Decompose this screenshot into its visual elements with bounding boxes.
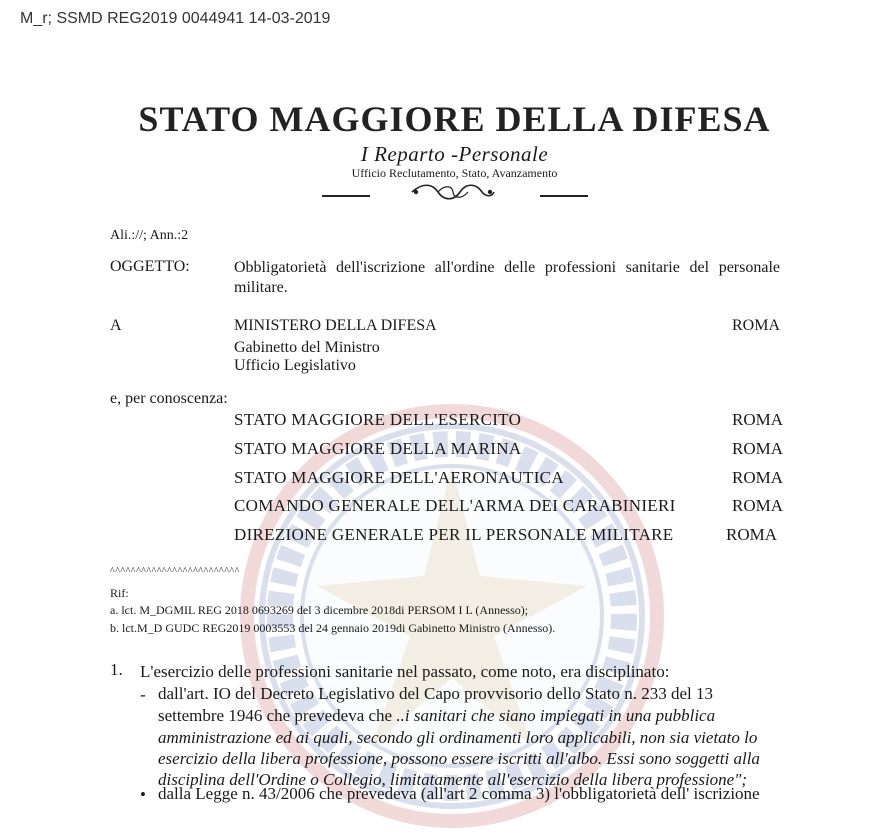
cc-city: ROMA (732, 410, 784, 429)
cc-city: ROMA (726, 525, 778, 544)
references-label: Rif: (110, 586, 129, 600)
letterhead-title: STATO MAGGIORE DELLA DIFESA (138, 99, 771, 139)
cc-city: ROMA (732, 468, 784, 487)
cc-city: ROMA (732, 439, 784, 458)
cc-recipient: STATO MAGGIORE DELLA MARINA (234, 439, 522, 458)
body-line: dalla Legge n. 43/2006 che prevedeva (all'art 2 comma 3) l'obbligatorietà dell' iscrizione (158, 784, 760, 803)
cc-recipient: STATO MAGGIORE DELL'AERONAUTICA (234, 468, 564, 487)
recipient-line: Ufficio Legislativo (234, 357, 356, 374)
body-line-quote: esercizio della libera professione, possono essere iscritti all'albo. Essi sono soggetti alla (158, 749, 760, 768)
allegati-annessi: Ali.://; Ann.:2 (110, 228, 189, 243)
body-line (158, 706, 715, 726)
divider-right (540, 195, 588, 197)
recipient-line: MINISTERO DELLA DIFESA (234, 317, 437, 334)
bullet-dot: • (140, 785, 146, 804)
body-line-quote: disciplina dell'Ordine o Collegio, limitatamente all'esercizio della libera professione"; (158, 770, 748, 789)
recipient-line: Gabinetto del Ministro (234, 339, 380, 356)
cc-city: ROMA (732, 496, 784, 515)
separator-line: ^^^^^^^^^^^^^^^^^^^^^^^^^ (110, 566, 240, 577)
body-line-quote: ..i sanitari che siano impiegati in una pubblica (396, 706, 716, 725)
cc-recipient: DIREZIONE GENERALE PER IL PERSONALE MILITARE (234, 525, 674, 544)
recipient-label: A (110, 317, 122, 334)
bullet-dash: - (140, 685, 146, 704)
cc-recipient: COMANDO GENERALE DELL'ARMA DEI CARABINIERI (234, 496, 676, 515)
divider-left (322, 195, 370, 197)
reference-item: b. lct.M_D GUDC REG2019 0003553 del 24 gennaio 2019di Gabinetto Ministro (Annesso). (110, 621, 556, 635)
letterhead-subtitle: I Reparto -Personale (360, 142, 549, 166)
reference-item: a. lct. M_DGMIL REG 2018 0693269 del 3 dicembre 2018di PERSOM I L (Annesso); (110, 603, 529, 617)
cc-recipient: STATO MAGGIORE DELL'ESERCITO (234, 410, 522, 429)
cc-label: e, per conoscenza: (110, 390, 228, 407)
body-line: dall'art. IO del Decreto Legislativo del Capo provvisorio dello Stato n. 233 del 13 (158, 684, 713, 703)
recipient-city: ROMA (732, 317, 781, 334)
letterhead-office: Ufficio Reclutamento, Stato, Avanzamento (351, 166, 558, 180)
protocol-number: M_r; SSMD REG2019 0044941 14-03-2019 (20, 10, 331, 27)
paragraph-number: 1. (110, 660, 123, 679)
paragraph-text: L'esercizio delle professioni sanitarie nel passato, come noto, era disciplinato: (140, 662, 670, 681)
body-line-quote: amministrazione ed ai quali, secondo gli ordinamenti loro applicabili, non sia vietato lo (158, 728, 758, 747)
oggetto-text: Obbligatorietà dell'iscrizione all'ordine delle professioni sanitarie del personale militare. (234, 259, 780, 296)
ornament-icon (408, 181, 498, 203)
body-line-segment: settembre 1946 che prevedeva che (158, 706, 397, 725)
oggetto-label: OGGETTO: (110, 258, 190, 275)
